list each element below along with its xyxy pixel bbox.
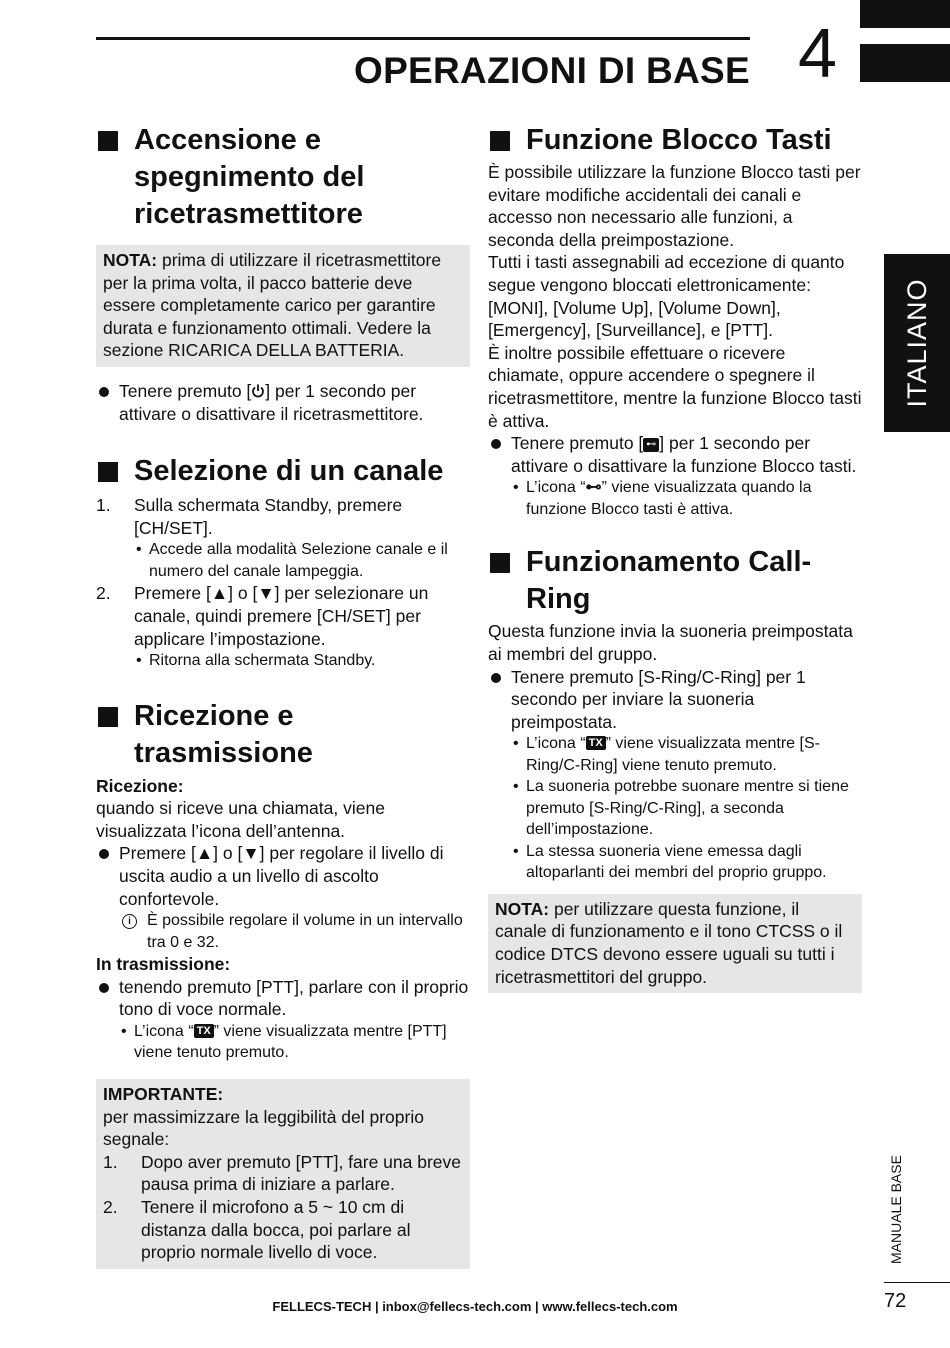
bullet-icon: [99, 849, 109, 859]
step-text: Premere [▲] o [▼] per selezionare un canale, quindi premere [CH/SET] per applicare l’impostazione.: [134, 583, 429, 649]
paragraph: Questa funzione invia la suoneria preimpostata ai membri del gruppo.: [488, 621, 853, 664]
power-icon: [251, 381, 265, 395]
info-item: [119, 910, 470, 953]
sub-text: ” viene visualizzata mentre [PTT] viene tenuto premuto.: [134, 1022, 447, 1062]
note-box: [488, 894, 862, 993]
sub-text: La stessa suoneria viene emessa dagli altoparlanti dei membri del proprio gruppo.: [526, 842, 827, 882]
left-column: [96, 122, 470, 1269]
bullet-icon: [99, 983, 109, 993]
step-number: 2.: [96, 583, 111, 604]
list-item: [103, 1151, 463, 1196]
list-item: [103, 1196, 463, 1264]
paragraph: Tutti i tasti assegnabili ad eccezione di quanto segue vengono bloccati elettronicamente: [MONI], [Volume Up], [Volume Down], [Emergency], [Surveillance], e [PTT].: [488, 252, 845, 341]
section-title: Funzionamento Call-Ring: [526, 546, 812, 616]
note-label: NOTA:: [495, 898, 550, 919]
tx-icon: TX: [586, 736, 606, 750]
key-lock-button-icon: ⊷: [643, 438, 659, 452]
step-text: Tenere il microfono a 5 ~ 10 cm di distanza dalla bocca, poi parlare al proprio normale livello di voce.: [141, 1196, 411, 1263]
sub-text: L’icona “: [526, 735, 586, 753]
paragraph: È possibile utilizzare la funzione Blocco tasti per evitare modifiche accidentali dei canali e accesso non necessario alle funzioni, a seconda della preimpostazione.: [488, 162, 861, 250]
sub-bullet: •: [513, 778, 519, 796]
step-number: 2.: [103, 1196, 118, 1217]
sub-text: Accede alla modalità Selezione canale e il numero del canale lampeggia.: [149, 541, 448, 580]
important-text: per massimizzare la leggibilità del proprio segnale:: [103, 1106, 424, 1150]
sub-text: L’icona “: [134, 1022, 194, 1040]
bullet-text: Tenere premuto [: [119, 380, 252, 401]
page-number-rule: [884, 1282, 950, 1283]
sub-item: [511, 841, 862, 884]
key-icon: ⊷: [585, 479, 602, 497]
sub-bullet: •: [513, 842, 519, 860]
section-marker-icon: [490, 131, 510, 151]
chapter-tab-bottom: [860, 44, 950, 82]
list-item: [96, 582, 470, 671]
section-title: Funzione Blocco Tasti: [526, 124, 832, 156]
step-number: 1.: [96, 495, 111, 516]
step-text: Dopo aver premuto [PTT], fare una breve pausa prima di iniziare a parlare.: [141, 1151, 462, 1195]
language-tab: [884, 254, 950, 432]
section-title: Accensione e spegnimento del ricetrasmettitore: [134, 124, 365, 230]
sub-item: [119, 1021, 470, 1064]
sub-bullet: •: [136, 541, 142, 559]
rx-text: quando si riceve una chiamata, viene visualizzata l’icona dell’antenna.: [96, 798, 385, 841]
paragraph: È inoltre possibile effettuare o ricevere chiamate, oppure accendere o spegnere il ricetrasmettitore, mentre la funzione Blocco tasti è attiva.: [488, 342, 862, 431]
list-item: [96, 976, 470, 1064]
important-box: [96, 1079, 470, 1269]
sub-text: ” viene visualizzata mentre [S-Ring/C-Ring] viene tenuto premuto.: [526, 735, 820, 774]
sub-item: [134, 650, 470, 672]
sub-item: [134, 539, 470, 582]
page-number: 72: [884, 1290, 907, 1312]
section-marker-icon: [98, 707, 118, 727]
chapter-tab-top: [860, 0, 950, 28]
list-item: [96, 494, 470, 582]
tx-icon: TX: [194, 1024, 214, 1038]
chapter-number: 4: [798, 14, 837, 92]
section-marker-icon: [490, 553, 510, 573]
note-text: prima di utilizzare il ricetrasmettitore per la prima volta, il pacco batterie deve essere completamente carico per garantire durata e funzionamento ottimali. Vedere la sezione RICARICA DELLA BATTERIA.: [103, 250, 442, 361]
section-title: Ricezione e trasmissione: [134, 699, 313, 769]
list-item: [488, 432, 862, 520]
sub-item: [511, 776, 862, 841]
right-column: [488, 122, 862, 993]
bullet-text: Premere [▲] o [▼] per regolare il livello di uscita audio a un livello di ascolto confortevole.: [119, 843, 444, 909]
section-heading-callring: [488, 544, 862, 618]
step-text: Sulla schermata Standby, premere [CH/SET].: [134, 495, 403, 538]
sub-bullet: •: [513, 735, 519, 753]
section-marker-icon: [98, 131, 118, 151]
chapter-title: OPERAZIONI DI BASE: [354, 50, 750, 91]
sub-bullet: •: [121, 1022, 127, 1040]
important-label: IMPORTANTE:: [103, 1083, 224, 1104]
sub-text: La suoneria potrebbe suonare mentre si tiene premuto [S-Ring/C-Ring], a seconda dell’impostazione.: [526, 778, 849, 839]
language-tab-label: ITALIANO: [902, 278, 932, 408]
bullet-icon: [491, 673, 501, 683]
sub-text: ” viene visualizzata quando la funzione Blocco tasti è attiva.: [526, 479, 812, 518]
bullet-text: ] per 1 secondo per attivare o disattivare il ricetrasmettitore.: [119, 380, 424, 424]
bullet-text: Tenere premuto [S-Ring/C-Ring] per 1 secondo per inviare la suoneria preimpostata.: [511, 666, 806, 732]
sub-bullet: •: [513, 479, 519, 497]
sub-item: [511, 733, 862, 776]
section-heading-keylock: [488, 122, 862, 159]
sub-text: Ritorna alla schermata Standby.: [149, 652, 376, 670]
header-rule: [96, 37, 750, 40]
list-item: [488, 666, 862, 884]
section-title: Selezione di un canale: [134, 455, 444, 488]
section-heading-channel: [96, 453, 470, 490]
bullet-text: ] per 1 secondo per attivare o disattivare la funzione Blocco tasti.: [511, 433, 857, 476]
footer-contact: FELLECS-TECH | inbox@fellecs-tech.com | www.fellecs-tech.com: [272, 1299, 678, 1314]
info-icon: i: [122, 910, 137, 932]
step-number: 1.: [103, 1151, 118, 1172]
section-heading-rxtx: [96, 698, 470, 772]
bullet-icon: [491, 439, 501, 449]
section-marker-icon: [98, 462, 118, 482]
sub-item: [511, 477, 862, 520]
note-label: NOTA:: [103, 250, 158, 270]
list-item: [96, 380, 470, 425]
section-heading-power: [96, 122, 470, 233]
sub-bullet: •: [136, 652, 142, 670]
note-box: [96, 245, 470, 367]
bullet-text: Tenere premuto [: [511, 433, 644, 454]
sub-text: L’icona “: [526, 479, 586, 497]
manual-label-text: MANUALE BASE: [888, 1155, 904, 1264]
bullet-text: tenendo premuto [PTT], parlare con il proprio tono di voce normale.: [119, 976, 469, 1020]
manual-label: [884, 1140, 908, 1264]
tx-label: In trasmissione:: [96, 954, 231, 975]
bullet-icon: [99, 387, 109, 397]
rx-label: Ricezione:: [96, 775, 184, 796]
list-item: [96, 842, 470, 953]
note-text: per utilizzare questa funzione, il canale di funzionamento e il tono CTCSS o il codice DTCS devono essere uguali su tutti i ricetrasmettitori del gruppo.: [495, 898, 843, 987]
info-text: È possibile regolare il volume in un intervallo tra 0 e 32.: [147, 912, 463, 951]
